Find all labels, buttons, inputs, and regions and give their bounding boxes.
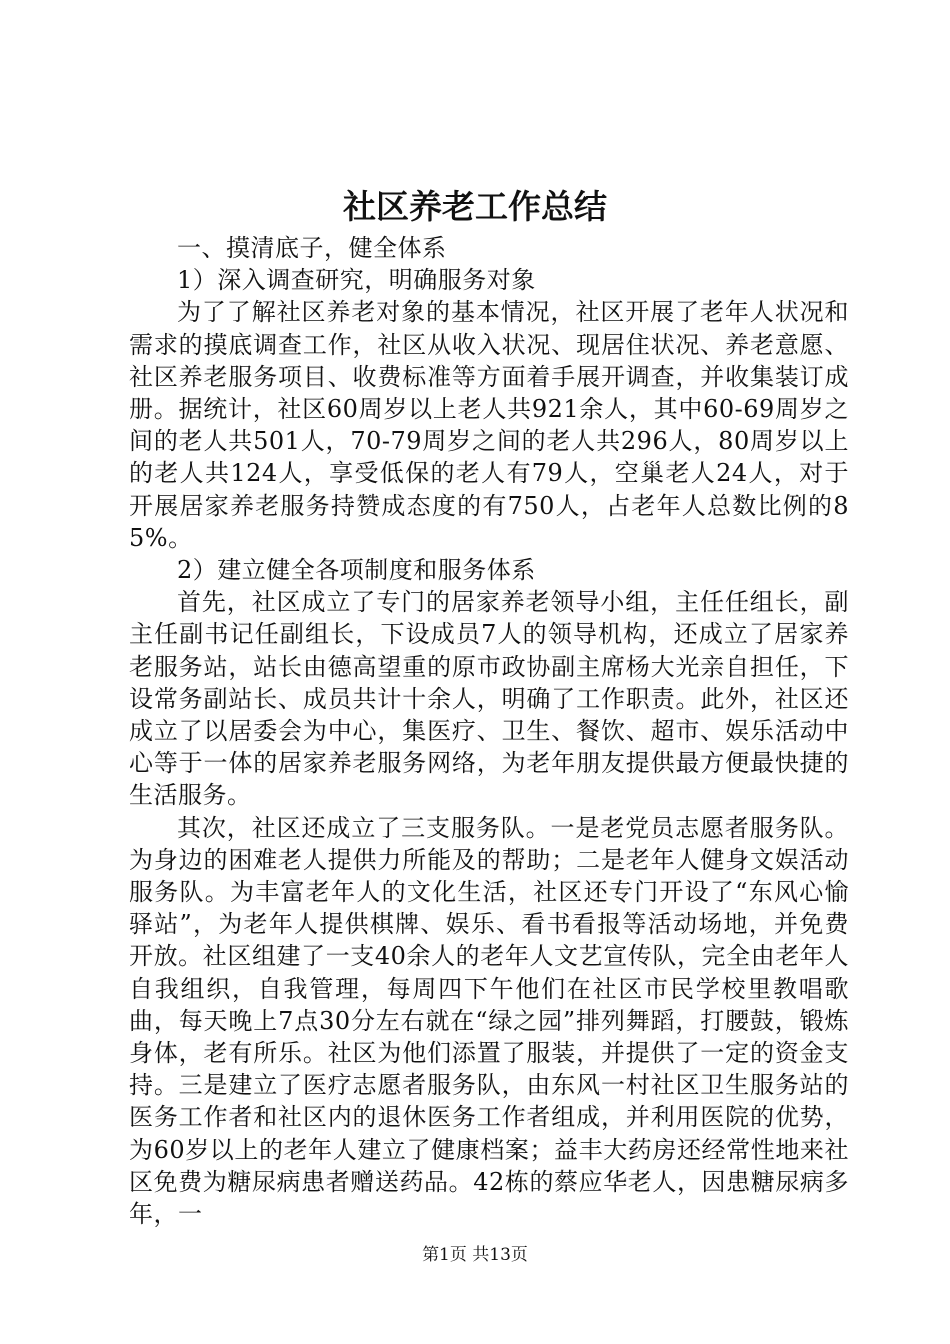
subsection-heading-2: 2）建立健全各项制度和服务体系: [177, 556, 536, 585]
paragraph-service-teams: 其次，社区还成立了三支服务队。一是老党员志愿者服务队。为身边的困难老人提供力所能及的帮助；二是老年人健身文娱活动服务队。为丰富老年人的文化生活，社区还专门开设了“东风心愉驿站”，为老年人提供棋牌、娱乐、看书看报等活动场地，并免费开放。社区组建了一支40余人的老年人文艺宣传队，完全由老年人自我组织，自我管理，每周四下午他们在社区市民学校里教唱歌曲，每天晚上7点30分左右就在“绿之园”排列舞蹈，打腰鼓，锻炼身体，老有所乐。社区为他们添置了服装，并提供了一定的资金支持。三是建立了医疗志愿者服务队，由东风一村社区卫生服务站的医务工作者和社区内的退休医务工作者组成，并利用医院的优势，为60岁以上的老年人建立了健康档案；益丰大药房还经常性地来社区免费为糖尿病患者赠送药品。42栋的蔡应华老人，因患糖尿病多年，一: [129, 813, 849, 1229]
paragraph-organization: 首先，社区成立了专门的居家养老领导小组，主任任组长，副主任副书记任副组长，下设成员7人的领导机构，还成立了居家养老服务站，站长由德高望重的原市政协副主席杨大光亲自担任，下设常务副站长、成员共计十余人，明确了工作职责。此外，社区还成立了以居委会为中心，集医疗、卫生、餐饮、超市、娱乐活动中心等于一体的居家养老服务网络，为老年朋友提供最方便最快捷的生活服务。: [129, 588, 849, 810]
page-number-footer: 第1页 共13页: [422, 1245, 528, 1265]
paragraph-survey: 为了了解社区养老对象的基本情况，社区开展了老年人状况和需求的摸底调查工作，社区从收入状况、现居住状况、养老意愿、社区养老服务项目、收费标准等方面着手展开调查，并收集装订成册。据统计，社区60周岁以上老人共921余人，其中60-69周岁之间的老人共501人，70-79周岁之间的老人共296人，80周岁以上的老人共124人，享受低保的老人有79人，空巢老人24人，对于开展居家养老服务持赞成态度的有750人，占老年人总数比例的85%。: [129, 298, 849, 552]
document-title: 社区养老工作总结: [343, 187, 607, 226]
document-body: [129, 232, 849, 1230]
section-heading: 一、摸清底子，健全体系: [177, 234, 447, 262]
subsection-heading-1: 1）深入调查研究，明确服务对象: [177, 266, 536, 295]
